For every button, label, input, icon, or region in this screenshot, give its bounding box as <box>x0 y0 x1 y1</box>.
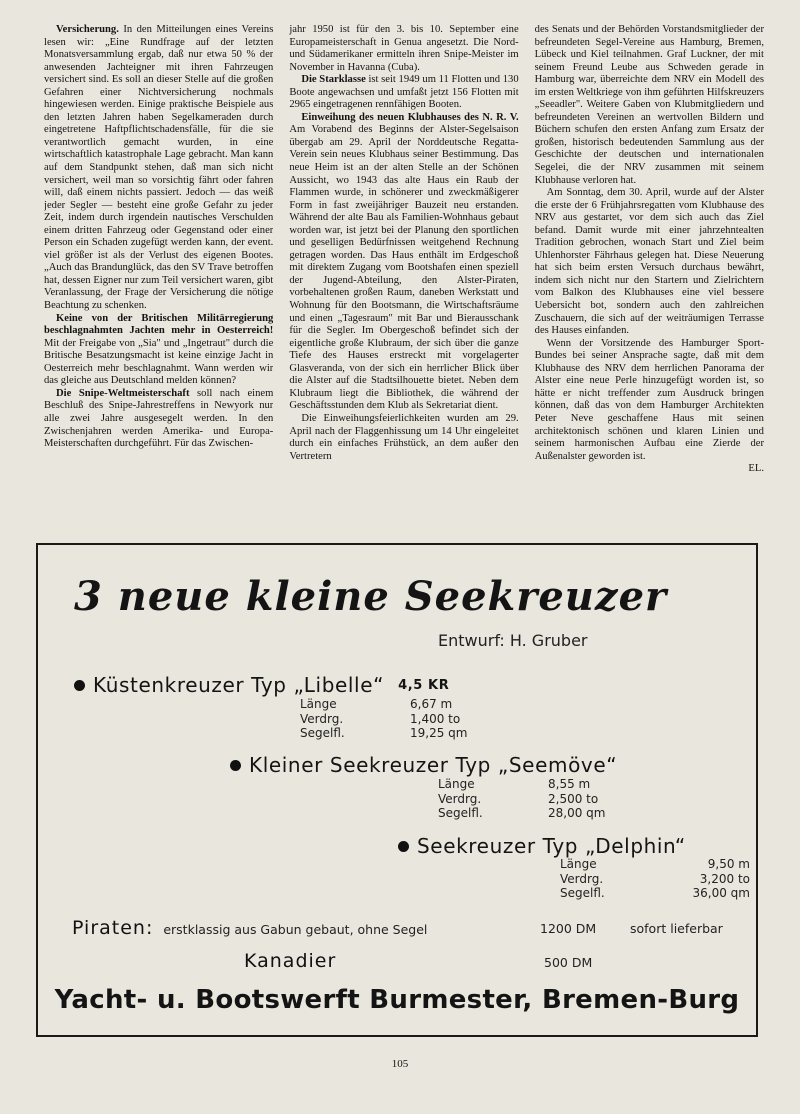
bullet-icon <box>74 680 85 691</box>
bullet-icon <box>230 760 241 771</box>
kanadier-label: Kanadier <box>244 950 337 972</box>
spec-row: Verdrg. 1,400 to <box>300 711 461 726</box>
spec-row: Segelfl. 19,25 qm <box>300 726 468 740</box>
spec-row: Segelfl. 36,00 qm <box>560 886 750 900</box>
paragraph-einweihung: Die Einweihungsfeierlichkeiten wurden am 29. April nach der Flaggenhissung um 14 Uhr eingeleitet durch ein einfaches Frühstück, an dem außer den Vertretern <box>289 412 519 462</box>
paragraph-snipe: Die Snipe-Weltmeisterschaft soll nach einem Beschluß des Snipe-Jahrestreffens in Newyork nur alle zwei Jahre ausgesegelt werden. In den Zwischenjahren werden Amerika- und Europa-Meisterschaften durchgeführt. Für das Zwischen- <box>44 387 274 450</box>
column-3 <box>535 24 764 542</box>
signature: EL. <box>748 463 764 475</box>
paragraph-klubhaus: Einweihung des neuen Klubhauses des N. R. V. Am Vorabend des Beginns der Alster-Segelsaison übergab am 29. April der Norddeutsche Regatta-Verein sein neues Klubhaus seiner Bestimmung. Das neue Heim ist an der alten Stelle an der Schönen Aussicht, wo 1943 das alte Haus ein Raub der Flammen wurde, in schönerer und zweckmäßigerer Form in fast zweijähriger Bauzeit neu erstanden. Während der alte Bau als Familien-Wohnhaus gebaut worden war, ist jetzt bei der Planung den sportlichen und geselligen Bedürfnissen weitgehend Rechnung getragen worden. Das Haus enthält im Erdgeschoß mit direktem Zugang vom Bootshafen einen speziell der Jugend-Abteilung, den Alster-Piraten, vorbehaltenen großen Raum, daneben Werkstatt und Wohnung für den Bootsmann, die Wirtschaftsräume und einen „Tagesraum" mit Bar und Bierausschank für die Segler. Im Obergeschoß befindet sich der eigentliche große Klubraum, der sich über die ganze Tiefe des Hauses erstreckt mit vorgelagerter Glasveranda, von der sich ein herrlicher Blick über die Alster auf die Stadtsilhouette bietet. Neben dem Klubraum liegt die Bibliothek, die während der Geschäftsstunden dem Klub als Sekretariat dient. <box>289 111 519 412</box>
page-number: 105 <box>391 1058 409 1070</box>
spec-row: Länge 8,55 m <box>438 777 591 791</box>
kanadier-price: 500 DM <box>544 955 593 970</box>
boat-name: Seekreuzer Typ „Delphin“ <box>417 834 686 858</box>
piraten-note: sofort lieferbar <box>630 921 723 936</box>
paragraph-senat: des Senats und der Behörden Vorstandsmitglieder der befreundeten Segel-Vereine aus Hamburg, Bremen, Lübeck und Kiel teilnahmen. Graf Luckner, der mit seinem Freund Leube aus Schweden gerade in Hamburg war, überreichte dem NRV ein Modell des im ersten Weltkriege von ihm geführten Hilfskreuzers „Seeadler". Weitere Gaben von Klubmitgliedern und befreundeten Vereinen an wertvollen Bildern und Büchern schufen den ersten Anfang zum Ersatz der großen, historisch bedeutenden Sammlung aus der Geschichte der deutschen und internationalen Segelei, die der NRV zusammen mit seinem Klubhause verloren hat. <box>534 24 764 186</box>
spec-row: Länge 9,50 m <box>560 857 750 871</box>
boat-libelle-specs <box>300 697 490 741</box>
spec-row: Segelfl. 28,00 qm <box>438 806 606 820</box>
column-2 <box>289 24 518 542</box>
advertisement <box>36 543 758 1037</box>
piraten-label: Piraten: <box>72 917 154 939</box>
column-1 <box>44 24 273 542</box>
boat-delphin-heading <box>398 834 686 858</box>
ad-designer: Entwurf: H. Gruber <box>438 631 588 650</box>
boat-seemoeve-specs <box>438 777 628 821</box>
spec-row: Länge 6,67 m <box>300 697 453 711</box>
piraten-description: erstklassig aus Gabun gebaut, ohne Segel <box>163 922 428 937</box>
boat-seemoeve-heading <box>230 753 617 777</box>
boat-class: 4,5 KR <box>398 677 450 693</box>
paragraph-snipe-cont: jahr 1950 ist für den 3. bis 10. September eine Europameisterschaft in Genua angesetzt. Die Nord- und Südamerikaner ermitteln ihren Snipe-Meister im November in Havanna (Cuba). <box>289 24 519 73</box>
paragraph-sport-bund: Wenn der Vorsitzende des Hamburger Sport-Bundes bei seiner Ansprache sagte, daß mit dem Klubhause des NRV dem herrlichen Panorama der Alster eine neue Perle hinzugefügt worden ist, so hätte er nicht treffender zum Ausdruck bringen können, daß das von dem Hamburger Architekten Peter Neve geschaffene Haus mit seinen architektonisch schönen und klaren Linien und seinem harmonischen Aufbau eine Zierde der Außenalster geworden ist. <box>534 337 764 462</box>
paragraph-militaerregierung: Keine von der Britischen Militärregierung beschlagnahmten Jachten mehr in Oesterreich! Mit der Freigabe von „Sia" und „Ingetraut" durch die Britische Besatzungsmacht ist keine einzige Jacht in Oesterreich mehr beschlagnahmt. Wann werden wir das gleiche aus Deutschland melden können? <box>44 312 274 387</box>
bullet-icon <box>398 841 409 852</box>
ad-footer: Yacht- u. Bootswerft Burmester, Bremen-Burg <box>54 985 740 1015</box>
boat-libelle-heading <box>74 673 449 697</box>
spec-row: Verdrg. 3,200 to <box>560 871 750 886</box>
boat-name: Kleiner Seekreuzer Typ „Seemöve“ <box>249 753 618 777</box>
boat-name: Küstenkreuzer Typ „Libelle“ <box>93 673 385 697</box>
paragraph-versicherung: Versicherung. In den Mitteilungen eines Vereins lesen wir: „Eine Rundfrage auf der letzten Monatsversammlung ergab, daß nur etwa 50 % der anwesenden Jachteigner mit ihren Fahrzeugen versichert sind. Es soll an dieser Stelle auf die großen Gefahren einer Nichtversicherung nochmals hingewiesen werden. Einige praktische Beispiele aus den letzten Jahren haben Segelkameraden durch eingetretene Haftpflichtschadensfälle, für die sie verantwortlich gemacht wurden, in eine wirtschaftlich katastrophale Lage gebracht. Man kann auf dem Standpunkt stehen, daß man sich nicht versichert, weil man so vorsichtig fährt oder fahren will, daß einem nichts passiert. Jedoch — das weiß jeder Segler — besteht eine große Gefahr zu jeder Zeit, indem durch irgendein nautisches Verschulden einem dritten Fahrzeug oder Gegenstand oder einer Person ein Schaden zugefügt werden kann, der event. viel größer ist als der Verlust des eigenen Bootes. „Auch das Brandunglück, das den SV Trave betroffen hat, dessen Eigner nur zum Teil versichert waren, gibt Veranlassung, der Frage der Versicherung die nötige Beachtung zu schenken. <box>44 24 274 312</box>
ad-title: 3 neue kleine Seekreuzer <box>74 573 668 620</box>
piraten-line <box>72 917 427 939</box>
piraten-price: 1200 DM <box>540 921 597 936</box>
paragraph-starklasse: Die Starklasse ist seit 1949 um 11 Flotten und 130 Boote angewachsen und umfaßt jetzt 156 Flotten mit 2965 eingetragenen rennfähigen Booten. <box>289 74 519 111</box>
boat-delphin-specs <box>560 857 750 901</box>
paragraph-regatta: Am Sonntag, dem 30. April, wurde auf der Alster die erste der 6 Frühjahrsregatten vom Klubhause des NRV aus gestartet, vor dem sich auch das Ziel befand. Damit wurde mit einer jahrzehntealten Tradition gebrochen, wonach Start und Ziel beim Uhlenhorster Fährhaus gelegen hat. Diese Neuerung hat sich beim ersten Versuch durchaus bewährt, indem sich nicht nur den Startern und Zielrichtern vom Balkon des Klubhauses eine viel bessere Uebersicht bot, sondern auch den zahlreichen Zuschauern, die sich auf der weiträumigen Terrasse des Hauses einfanden. <box>534 187 764 337</box>
spec-row: Verdrg. 2,500 to <box>438 791 599 806</box>
article-columns <box>44 24 764 542</box>
